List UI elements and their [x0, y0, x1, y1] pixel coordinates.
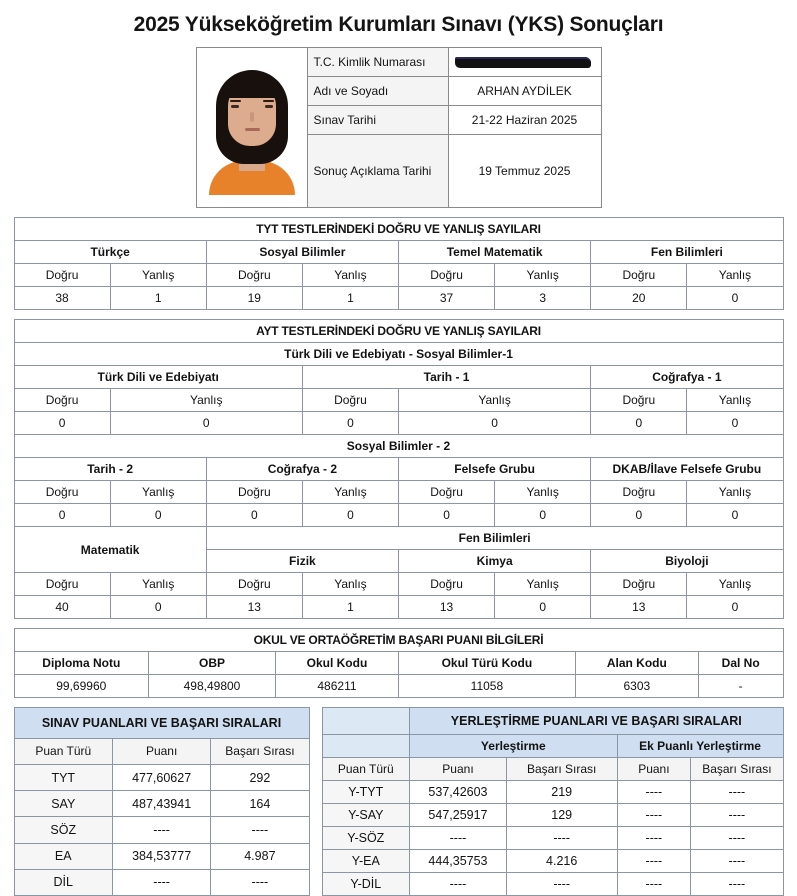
identity-value-name: ARHAN AYDİLEK [448, 77, 601, 106]
ayt-group1-title-row [14, 343, 783, 366]
yerlestirme-puan-2: ---- [410, 827, 507, 850]
identity-table [196, 47, 602, 208]
ayt-group3-title-row [14, 527, 783, 550]
ayt-g2-value-dogru-3: 0 [591, 504, 687, 527]
identity-value-tc [448, 48, 601, 77]
yerlestirme-sira-0: 219 [506, 781, 617, 804]
sinav-puan-2: ---- [113, 817, 211, 843]
ayt-g3-value-yanlis-1: 0 [495, 596, 591, 619]
sinav-puan-1: 487,43941 [113, 791, 211, 817]
okul-section [0, 628, 797, 698]
ayt-g2-subject-tarih2: Tarih - 2 [14, 458, 206, 481]
ayt-g1-value-yanlis-0: 0 [110, 412, 302, 435]
yerlestirme-ek-puan-3: ---- [617, 850, 691, 873]
yerlestirme-sira-2: ---- [506, 827, 617, 850]
yerlestirme-tur-4: Y-DİL [322, 873, 410, 896]
okul-value-dal-no: - [698, 675, 783, 698]
tyt-subject-row [14, 241, 783, 264]
sinav-sira-3: 4.987 [211, 843, 309, 869]
ayt-group2-subject-row [14, 458, 783, 481]
ayt-g1-subject-cografya1: Coğrafya - 1 [591, 366, 783, 389]
ayt-g2-value-dogru-0: 0 [14, 504, 110, 527]
yerlestirme-puan-1: 547,25917 [410, 804, 507, 827]
yerlestirme-ek-puan-4: ---- [617, 873, 691, 896]
tyt-subject-matematik: Temel Matematik [399, 241, 591, 264]
yerlestirme-tur-2: Y-SÖZ [322, 827, 410, 850]
redaction-bar [455, 57, 591, 68]
tyt-head-yanlis-1: Yanlış [302, 264, 398, 287]
ayt-g3-value-yanlis-0: 1 [302, 596, 398, 619]
yerlestirme-tur-1: Y-SAY [322, 804, 410, 827]
ayt-group1-subject-row [14, 366, 783, 389]
identity-value-result-date: 19 Temmuz 2025 [448, 135, 601, 208]
ayt-g2-value-dogru-2: 0 [399, 504, 495, 527]
ayt-g3-value-dogru-1: 13 [399, 596, 495, 619]
okul-header-row [14, 652, 783, 675]
identity-label-result-date: Sonuç Açıklama Tarihi [307, 135, 448, 208]
identity-label-exam-date: Sınav Tarihi [307, 106, 448, 135]
tyt-value-row [14, 287, 783, 310]
sinav-puan-3: 384,53777 [113, 843, 211, 869]
yerlestirme-head-sira: Başarı Sırası [506, 758, 617, 781]
tyt-subject-fen: Fen Bilimleri [591, 241, 783, 264]
yerlestirme-ek-puan-0: ---- [617, 781, 691, 804]
okul-value-row [14, 675, 783, 698]
ayt-g2-head-yanlis-2: Yanlış [495, 481, 591, 504]
ayt-g1-head-yanlis-0: Yanlış [110, 389, 302, 412]
ayt-g1-head-yanlis-1: Yanlış [399, 389, 591, 412]
okul-value-alan-kodu: 6303 [575, 675, 698, 698]
tyt-value-dogru-1: 19 [206, 287, 302, 310]
ayt-g3-value-dogru-2: 13 [591, 596, 687, 619]
tyt-value-yanlis-3: 0 [687, 287, 783, 310]
yerlestirme-ek-puan-2: ---- [617, 827, 691, 850]
yerlestirme-title-row [322, 708, 783, 735]
ayt-g1-value-yanlis-1: 0 [399, 412, 591, 435]
okul-table [14, 628, 784, 698]
candidate-photo [197, 60, 307, 195]
ayt-g1-value-dogru-0: 0 [14, 412, 110, 435]
ayt-g2-head-dogru-1: Doğru [206, 481, 302, 504]
ayt-g2-head-dogru-2: Doğru [399, 481, 495, 504]
table-row [322, 827, 783, 850]
sinav-tur-0: TYT [14, 764, 113, 790]
ayt-g2-value-yanlis-3: 0 [687, 504, 783, 527]
yerlestirme-corner-cell [322, 708, 410, 735]
sinav-puan-4: ---- [113, 869, 211, 895]
tyt-value-yanlis-1: 1 [302, 287, 398, 310]
sinav-tur-4: DİL [14, 869, 113, 895]
ayt-g3-value-dogru-0: 13 [206, 596, 302, 619]
okul-head-okul-kodu: Okul Kodu [275, 652, 398, 675]
okul-title-row [14, 629, 783, 652]
ayt-g1-value-dogru-1: 0 [302, 412, 398, 435]
okul-head-alan-kodu: Alan Kodu [575, 652, 698, 675]
yerlestirme-sira-1: 129 [506, 804, 617, 827]
ayt-g2-head-dogru-3: Doğru [591, 481, 687, 504]
tyt-value-yanlis-2: 3 [495, 287, 591, 310]
identity-row-tc [196, 48, 601, 77]
ayt-title: AYT TESTLERİNDEKİ DOĞRU VE YANLIŞ SAYILARI [14, 320, 783, 343]
table-row [322, 804, 783, 827]
ayt-g3-value-dogru-mat: 40 [14, 596, 110, 619]
ayt-g1-head-yanlis-2: Yanlış [687, 389, 783, 412]
ayt-g1-head-dogru-0: Doğru [14, 389, 110, 412]
ayt-g2-subject-dkab: DKAB/İlave Felsefe Grubu [591, 458, 783, 481]
sinav-sira-0: 292 [211, 764, 309, 790]
yerlestirme-puan-4: ---- [410, 873, 507, 896]
okul-head-okul-turu-kodu: Okul Türü Kodu [398, 652, 575, 675]
tyt-value-dogru-3: 20 [591, 287, 687, 310]
ayt-g2-value-dogru-1: 0 [206, 504, 302, 527]
sinav-puan-0: 477,60627 [113, 764, 211, 790]
yerlestirme-head-ek-puan: Puanı [617, 758, 691, 781]
ayt-g2-head-yanlis-1: Yanlış [302, 481, 398, 504]
tyt-value-yanlis-0: 1 [110, 287, 206, 310]
ayt-g3-head-dogru-0: Doğru [206, 573, 302, 596]
identity-value-exam-date: 21-22 Haziran 2025 [448, 106, 601, 135]
yerlestirme-group-yerlestirme: Yerleştirme [410, 735, 617, 758]
okul-value-obp: 498,49800 [149, 675, 276, 698]
tyt-table [14, 217, 784, 310]
ayt-g3-head-yanlis-0: Yanlış [302, 573, 398, 596]
okul-head-diploma: Diploma Notu [14, 652, 149, 675]
tyt-section [0, 217, 797, 310]
tyt-head-dogru-3: Doğru [591, 264, 687, 287]
tyt-head-yanlis-0: Yanlış [110, 264, 206, 287]
sinav-head-tur: Puan Türü [14, 738, 113, 764]
photo-eye-right [265, 105, 273, 108]
photo-eye-left [231, 105, 239, 108]
ayt-g2-head-yanlis-0: Yanlış [110, 481, 206, 504]
yerlestirme-tur-3: Y-EA [322, 850, 410, 873]
ayt-g3-head-yanlis-mat: Yanlış [110, 573, 206, 596]
ayt-section [0, 319, 797, 619]
ayt-g2-subject-cografya2: Coğrafya - 2 [206, 458, 398, 481]
sinav-title-row [14, 708, 309, 739]
yerlestirme-tur-0: Y-TYT [322, 781, 410, 804]
ayt-g1-subject-tarih1: Tarih - 1 [302, 366, 590, 389]
ayt-g3-head-dogru-1: Doğru [399, 573, 495, 596]
ayt-g3-subject-fizik: Fizik [206, 550, 398, 573]
ayt-g3-value-yanlis-2: 0 [687, 596, 783, 619]
yerlestirme-puanlari-table [322, 707, 784, 896]
sinav-tur-3: EA [14, 843, 113, 869]
yerlestirme-ek-sira-1: ---- [691, 804, 783, 827]
ayt-g1-value-dogru-2: 0 [591, 412, 687, 435]
ayt-g2-subject-felsefe: Felsefe Grubu [399, 458, 591, 481]
yerlestirme-ek-sira-3: ---- [691, 850, 783, 873]
tyt-head-yanlis-3: Yanlış [687, 264, 783, 287]
ayt-g2-head-dogru-0: Doğru [14, 481, 110, 504]
okul-value-okul-turu-kodu: 11058 [398, 675, 575, 698]
okul-head-dal-no: Dal No [698, 652, 783, 675]
ayt-group1-title: Türk Dili ve Edebiyatı - Sosyal Bilimler-1 [14, 343, 783, 366]
yerlestirme-ek-sira-4: ---- [691, 873, 783, 896]
tyt-value-dogru-0: 38 [14, 287, 110, 310]
table-row [322, 781, 783, 804]
sinav-sira-4: ---- [211, 869, 309, 895]
photo-mouth [245, 128, 260, 131]
photo-nose [250, 112, 254, 122]
yerlestirme-sira-3: 4.216 [506, 850, 617, 873]
tyt-value-dogru-2: 37 [399, 287, 495, 310]
ayt-g3-head-dogru-mat: Doğru [14, 573, 110, 596]
ayt-g3-head-dogru-2: Doğru [591, 573, 687, 596]
yerlestirme-header-row [322, 758, 783, 781]
tyt-subject-turkce: Türkçe [14, 241, 206, 264]
table-row [14, 869, 309, 895]
yerlestirme-group-ek-puanli: Ek Puanlı Yerleştirme [617, 735, 783, 758]
ayt-g1-head-dogru-1: Doğru [302, 389, 398, 412]
ayt-group3-value-row [14, 596, 783, 619]
yerlestirme-head-puan: Puanı [410, 758, 507, 781]
okul-title: OKUL VE ORTAÖĞRETİM BAŞARI PUANI BİLGİLERİ [14, 629, 783, 652]
photo-fringe [223, 76, 281, 98]
okul-head-obp: OBP [149, 652, 276, 675]
ayt-g3-value-yanlis-mat: 0 [110, 596, 206, 619]
yerlestirme-puan-3: 444,35753 [410, 850, 507, 873]
ayt-title-row [14, 320, 783, 343]
tyt-subject-sosyal: Sosyal Bilimler [206, 241, 398, 264]
ayt-g1-subject-edebiyat: Türk Dili ve Edebiyatı [14, 366, 302, 389]
tyt-header-row [14, 264, 783, 287]
yerlestirme-ek-puan-1: ---- [617, 804, 691, 827]
ayt-g2-value-yanlis-0: 0 [110, 504, 206, 527]
table-row [14, 764, 309, 790]
ayt-g3-head-yanlis-2: Yanlış [687, 573, 783, 596]
ayt-g2-value-yanlis-1: 0 [302, 504, 398, 527]
identity-block [0, 47, 797, 208]
ayt-group1-value-row [14, 412, 783, 435]
table-row [322, 873, 783, 896]
sinav-head-sira: Başarı Sırası [211, 738, 309, 764]
ayt-group2-header-row [14, 481, 783, 504]
scores-section [14, 707, 784, 896]
sinav-puanlari-table [14, 707, 310, 896]
sinav-header-row [14, 738, 309, 764]
tyt-title-row [14, 218, 783, 241]
ayt-group2-title: Sosyal Bilimler - 2 [14, 435, 783, 458]
sinav-title: SINAV PUANLARI VE BAŞARI SIRALARI [14, 708, 309, 739]
ayt-g3-matematik-label: Matematik [14, 527, 206, 573]
sinav-tur-2: SÖZ [14, 817, 113, 843]
candidate-photo-cell [196, 48, 307, 208]
ayt-group3-header-row [14, 573, 783, 596]
ayt-group2-value-row [14, 504, 783, 527]
table-row [14, 791, 309, 817]
sinav-head-puan: Puanı [113, 738, 211, 764]
tyt-head-dogru-0: Doğru [14, 264, 110, 287]
page-title: 2025 Yükseköğretim Kurumları Sınavı (YKS) Sonuçları [133, 13, 664, 36]
ayt-g2-head-yanlis-3: Yanlış [687, 481, 783, 504]
tyt-head-dogru-1: Doğru [206, 264, 302, 287]
ayt-group1-header-row [14, 389, 783, 412]
ayt-g3-subject-kimya: Kimya [399, 550, 591, 573]
yerlestirme-head-ek-sira: Başarı Sırası [691, 758, 783, 781]
tyt-head-dogru-2: Doğru [399, 264, 495, 287]
ayt-g1-head-dogru-2: Doğru [591, 389, 687, 412]
yerlestirme-title: YERLEŞTİRME PUANLARI VE BAŞARI SIRALARI [410, 708, 783, 735]
ayt-g1-value-yanlis-2: 0 [687, 412, 783, 435]
sinav-tur-1: SAY [14, 791, 113, 817]
table-row [14, 843, 309, 869]
okul-value-okul-kodu: 486211 [275, 675, 398, 698]
yerlestirme-ek-sira-2: ---- [691, 827, 783, 850]
tyt-title: TYT TESTLERİNDEKİ DOĞRU VE YANLIŞ SAYILARI [14, 218, 783, 241]
table-row [322, 850, 783, 873]
ayt-table [14, 319, 784, 619]
photo-eyebrow-left [230, 100, 241, 102]
ayt-g3-subject-biyoloji: Biyoloji [591, 550, 783, 573]
yerlestirme-puan-0: 537,42603 [410, 781, 507, 804]
yerlestirme-sira-4: ---- [506, 873, 617, 896]
ayt-g3-fen-title: Fen Bilimleri [206, 527, 783, 550]
yerlestirme-head-tur: Puan Türü [322, 758, 410, 781]
ayt-g2-value-yanlis-2: 0 [495, 504, 591, 527]
sinav-sira-1: 164 [211, 791, 309, 817]
yerlestirme-group-row [322, 735, 783, 758]
yerlestirme-ek-sira-0: ---- [691, 781, 783, 804]
tyt-head-yanlis-2: Yanlış [495, 264, 591, 287]
ayt-group2-title-row [14, 435, 783, 458]
ayt-g3-head-yanlis-1: Yanlış [495, 573, 591, 596]
okul-value-diploma: 99,69960 [14, 675, 149, 698]
table-row [14, 817, 309, 843]
sinav-sira-2: ---- [211, 817, 309, 843]
yerlestirme-corner-cell-2 [322, 735, 410, 758]
identity-label-name: Adı ve Soyadı [307, 77, 448, 106]
photo-eyebrow-right [263, 100, 274, 102]
identity-label-tc: T.C. Kimlik Numarası [307, 48, 448, 77]
